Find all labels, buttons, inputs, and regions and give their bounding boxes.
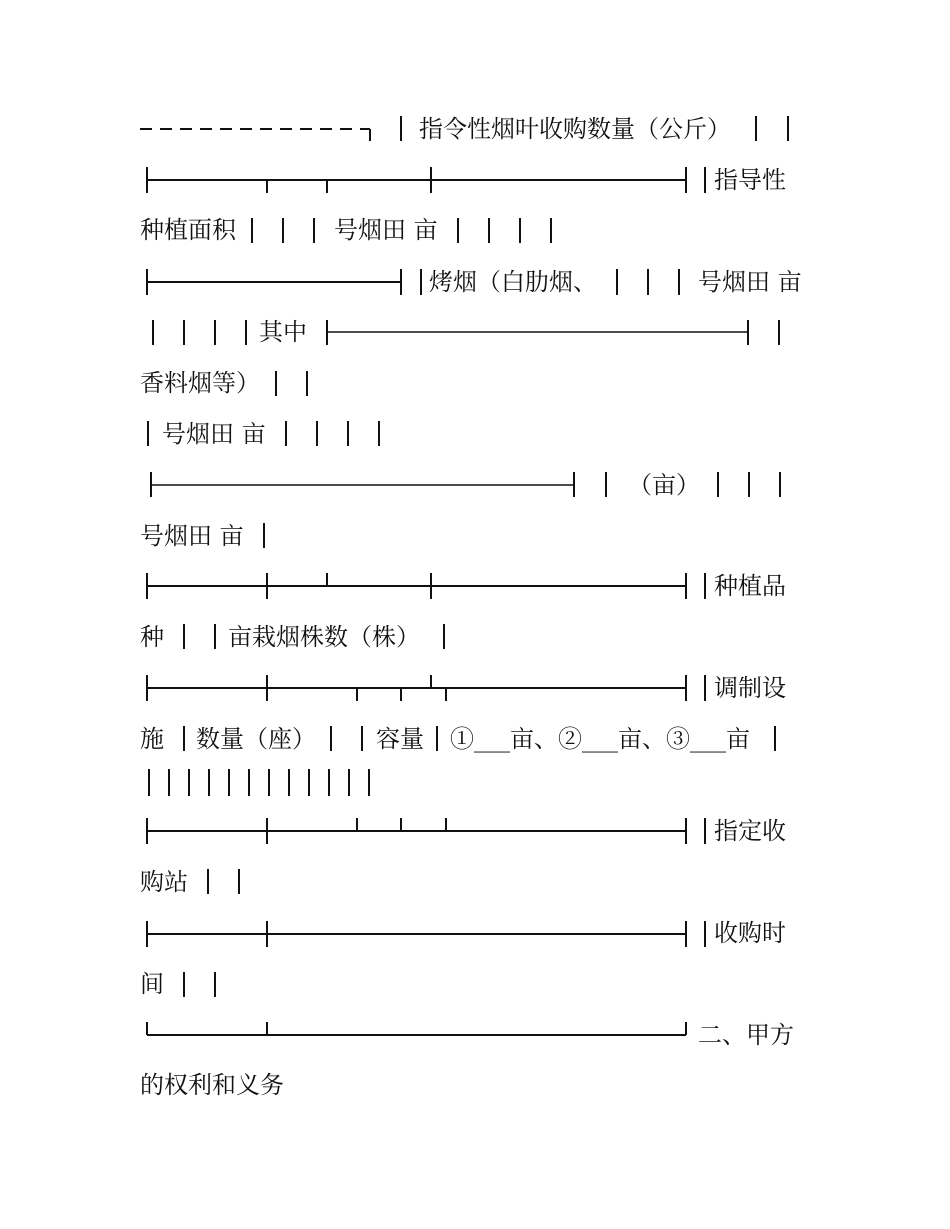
planting-area-label: 种植面积 [140,216,236,244]
purchase-time-label: 收购时 [714,919,786,947]
field-acre-label: 号烟田 亩 [140,522,244,550]
curing-facility-label: 调制设 [714,674,786,702]
among-which-label: 其中 [259,318,307,346]
field-acre-label: 号烟田 亩 [698,268,802,296]
directive-purchase-quantity-label: 指令性烟叶收购数量（公斤） [419,115,731,143]
oriental-tobacco-label: 香料烟等） [140,369,260,397]
section-heading: 二、甲方 [698,1021,794,1049]
variety-label-cont: 种 [140,623,164,651]
facility-label-cont: 施 [140,725,164,753]
designated-station-label: 指定收 [714,817,786,845]
station-label-cont: 购站 [140,868,188,896]
flue-cured-tobacco-label: 烤烟（白肋烟、 [429,268,597,296]
planting-variety-label: 种植品 [714,572,786,600]
capacity-blanks: ①___亩、②___亩、③___亩 [450,725,750,753]
field-acre-label: 号烟田 亩 [162,420,266,448]
acre-unit-label: （亩） [628,471,700,499]
quantity-seats-label: 数量（座） [196,725,316,753]
time-label-cont: 间 [140,970,164,998]
field-acre-label: 号烟田 亩 [334,216,438,244]
guiding-label: 指导性 [714,166,786,194]
plants-per-acre-label: 亩栽烟株数（株） [228,623,420,651]
capacity-label: 容量 [376,725,424,753]
section-heading-cont: 的权利和义务 [140,1071,284,1099]
